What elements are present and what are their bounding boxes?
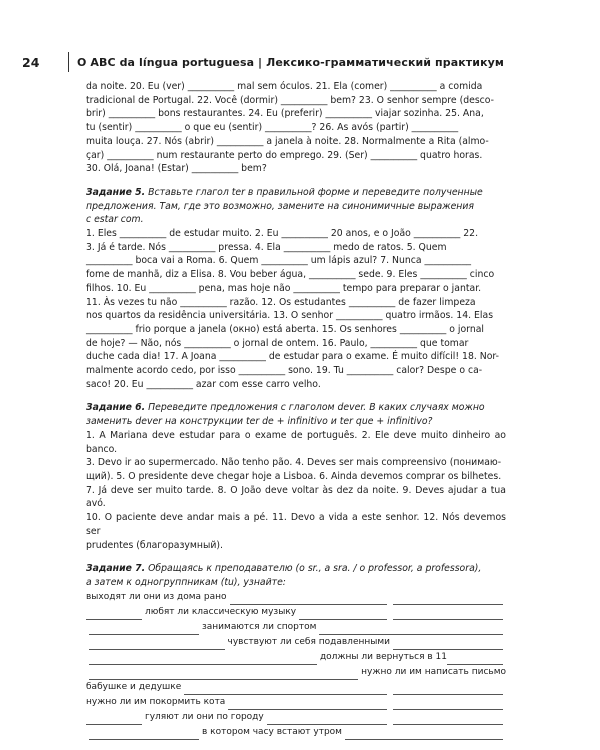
answer-blank[interactable] — [299, 610, 387, 620]
task-instruction-line: а затем к одногруппникам (tu), узнайте: — [86, 576, 286, 588]
task-5-heading — [86, 186, 506, 227]
answer-row — [86, 590, 506, 605]
text-line: çar) __________ num restaurante perto do emprego. 29. (Ser) __________ quatro horas. — [86, 149, 483, 161]
answer-blank[interactable] — [184, 685, 387, 695]
answer-blank[interactable] — [228, 700, 387, 710]
answer-row — [86, 710, 506, 725]
answer-blank[interactable] — [393, 610, 503, 620]
answer-blank[interactable] — [393, 715, 503, 725]
page-number: 24 — [22, 54, 40, 70]
answer-blank[interactable] — [86, 715, 142, 725]
running-title: O ABC da língua portuguesa | Лексико-грамматический практикум — [77, 55, 505, 69]
task-6-label: Задание 6. — [86, 402, 146, 414]
answer-row — [86, 695, 506, 710]
prompt-text: в котором часу встают утром — [202, 726, 342, 737]
prompt-text: чувствуют ли себя подавленными — [227, 636, 390, 647]
task-6 — [86, 401, 506, 552]
text-line: filhos. 10. Eu __________ pena, mas hoje não __________ tempo para preparar o jantar. — [86, 282, 482, 294]
answer-blank[interactable] — [393, 700, 503, 710]
answer-blank[interactable] — [89, 640, 225, 650]
answer-blank[interactable] — [230, 595, 387, 605]
text-line: nos quartos da residência universitária. 13. O senhor __________ quatro irmãos. 14. Elas — [86, 310, 494, 322]
task-instruction-line: Вставьте глагол ter в правильной форме и переведите полученные — [148, 186, 483, 198]
answer-blank[interactable] — [319, 625, 503, 635]
answer-blank[interactable] — [393, 640, 503, 650]
answer-row — [86, 605, 506, 620]
text-line: 30. Olá, Joana! (Estar) __________ bem? — [86, 163, 267, 175]
task-5-label: Задание 5. — [86, 186, 146, 198]
answer-blank[interactable] — [89, 625, 199, 635]
text-line: 10. O paciente deve andar mais a pé. 11. Devo a vida a este senhor. 12. Nós devemos ser — [86, 512, 506, 537]
text-line: tradicional de Portugal. 22. Você (dormir) __________ bem? 23. O senhor sempre (desco- — [86, 94, 494, 106]
text-line: 7. Já deve ser muito tarde. 8. O João deve voltar às dez da noite. 9. Deves ajudar a tua avó. — [86, 484, 506, 510]
text-line: da noite. 20. Eu (ver) __________ mal sem óculos. 21. Ela (comer) __________ a comida — [86, 81, 483, 92]
answer-blank[interactable] — [86, 610, 142, 620]
exercise-4-continuation — [86, 80, 506, 176]
text-line: duche cada dia! 17. A Joana __________ de estudar para o exame. É muito difícil! 18. Nor- — [86, 351, 499, 363]
answer-row — [86, 725, 506, 740]
text-line: 1. Eles __________ de estudar muito. 2. Eu __________ 20 anos, e o João __________ 22. — [86, 228, 479, 240]
answer-row — [86, 665, 506, 680]
page-header — [22, 50, 578, 74]
task-instruction-line: заменить dever на конструкции ter de + infinitivo и ter que + infinitivo? — [86, 416, 433, 428]
answer-blank[interactable] — [267, 715, 387, 725]
answer-blank[interactable] — [393, 595, 503, 605]
text-line: brir) __________ bons restaurantes. 24. Eu (preferir) __________ viajar sozinha. 25. Ana, — [86, 108, 484, 120]
answer-row — [86, 680, 506, 695]
text-line: 11. Às vezes tu não __________ razão. 12. Os estudantes __________ de fazer limpeza — [86, 296, 476, 308]
text-line: fome de manhã, diz a Elisa. 8. Vou beber água, __________ sede. 9. Eles __________ cinco — [86, 269, 495, 281]
text-line: 3. Já é tarde. Nós __________ pressa. 4. Ela __________ medo de ratos. 5. Quem — [86, 241, 447, 253]
task-6-heading — [86, 401, 506, 428]
text-line: de hoje? — Não, nós __________ o jornal de ontem. 16. Paulo, __________ que tomar — [86, 337, 469, 349]
prompt-text: выходят ли они из дома рано — [86, 591, 227, 602]
answer-row — [86, 620, 506, 635]
prompt-text: нужно ли им покормить кота — [86, 696, 226, 707]
header-divider — [68, 52, 69, 72]
answer-blank[interactable] — [89, 670, 358, 680]
prompt-text: любят ли классическую музыку — [145, 606, 297, 617]
prompt-text: должны ли вернуться в 11 — [319, 651, 447, 662]
text-line: prudentes (благоразумный). — [86, 539, 223, 551]
answer-blank[interactable] — [393, 685, 503, 695]
text-line: muita louça. 27. Nós (abrir) __________ a janela à noite. 28. Normalmente a Rita (almo- — [86, 135, 489, 147]
task-7-heading — [86, 562, 506, 589]
text-line: 1. A Mariana deve estudar para o exame de português. 2. Ele deve muito dinheiro ao banco. — [86, 429, 506, 455]
prompt-text: гуляют ли они по городу — [145, 711, 264, 722]
text-line: malmente acordo cedo, por isso __________ sono. 19. Tu __________ calor? Despe o ca- — [86, 365, 483, 377]
text-line: saco! 20. Eu __________ azar com esse carro velho. — [86, 378, 321, 390]
task-5 — [86, 186, 506, 392]
answer-blank[interactable] — [89, 730, 199, 740]
text-line: 3. Devo ir ao supermercado. Não tenho pão. 4. Deves ser mais compreensivo (понимаю- — [86, 457, 502, 469]
answer-blank[interactable] — [89, 655, 317, 665]
answer-blank[interactable] — [345, 730, 503, 740]
page-body — [86, 80, 506, 740]
prompt-text: занимаются ли спортом — [202, 621, 317, 632]
task-instruction-line: с estar com. — [86, 214, 144, 226]
task-instruction-line: предложения. Там, где это возможно, замените на синонимичные выражения — [86, 200, 475, 212]
answer-row — [86, 635, 506, 650]
task-7-label: Задание 7. — [86, 563, 146, 575]
task-7 — [86, 562, 506, 739]
text-line: tu (sentir) __________ o que eu (sentir) __________? 26. As avós (partir) __________ — [86, 122, 459, 134]
answer-row — [86, 650, 506, 665]
answer-blank[interactable] — [447, 655, 503, 665]
task-instruction-line: Переведите предложения с глаголом dever. В каких случаях можно — [148, 402, 485, 414]
prompt-text: нужно ли им написать письмо — [361, 666, 506, 677]
text-line: __________ frio porque a janela (окно) está aberta. 15. Os senhores __________ o jornal — [86, 323, 485, 335]
prompt-text: бабушке и дедушке — [86, 681, 182, 692]
text-line: щий). 5. O presidente deve chegar hoje a Lisboa. 6. Ainda devemos comprar os bilhetes. — [86, 470, 502, 482]
task-instruction-line: Обращаясь к преподавателю (o sr., a sra. / o professor, a professora), — [148, 563, 482, 575]
text-line: __________ boca vai a Roma. 6. Quem __________ um lápis azul? 7. Nunca __________ — [86, 255, 472, 267]
